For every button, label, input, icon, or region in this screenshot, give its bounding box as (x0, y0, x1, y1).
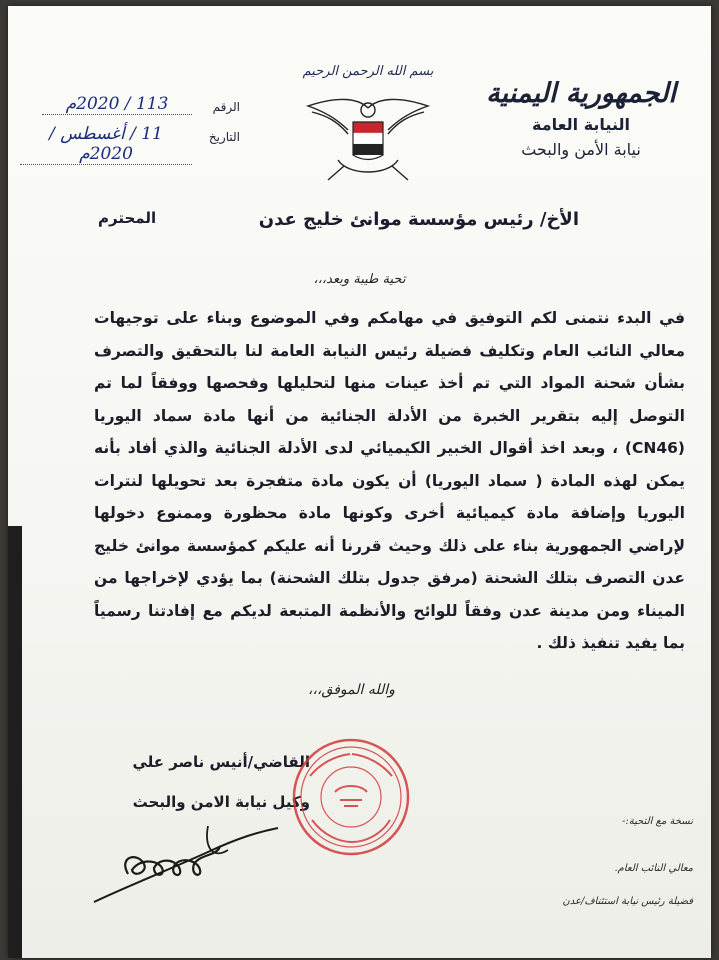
country-name: الجمهورية اليمنية (486, 78, 676, 109)
eagle-emblem-icon (298, 90, 438, 184)
addressee: الأخ/ رئيس مؤسسة موانئ خليج عدن (258, 209, 579, 230)
cc-item: معالي النائب العام. (614, 863, 693, 874)
honorific: المحترم (98, 209, 157, 227)
cc-item: فضيلة رئيس نيابة استئناف/عدن (562, 896, 693, 907)
letter-body (94, 302, 685, 660)
date-label: التاريخ (208, 130, 240, 144)
letter-page (8, 6, 711, 958)
reference-block (20, 94, 240, 164)
background-edge (8, 526, 22, 958)
signer-name: القاضي/أنيس ناصر علي (132, 753, 310, 771)
bismillah: بسم الله الرحمن الرحيم (302, 64, 434, 79)
department-name: نيابة الأمن والبحث (521, 140, 641, 159)
body-paragraph: في البدء نتمنى لكم التوفيق في مهامكم وفي الموضوع وبناء على توجيهات معالي النائب العام وتكليف فضيلة رئيس النيابة العامة لنا بالتحقيق والتصرف بشأن شحنة المواد التي تم أخذ عينات منها لتحليلها وفحصها ووفقاً لما تم التوصل إليه بتقرير الخبرة من الأدلة الجنائية من أنها مادة سماد اليوريا (CN46) ، وبعد اخذ أقوال الخبير الكيميائي لدى الأدلة الجنائية والذي أفاد بأنه يمكن لهذه المادة ( سماد اليوريا) أن يكون مادة متفجرة بعد تحويلها لنترات اليوريا وإضافة مادة كيميائية أخرى وكونها مادة محظورة وممنوع دخولها لإراضي الجمهورية بناء على ذلك وحيث قررنا أنه عليكم كمؤسسة موانئ خليج عدن التصرف بتلك الشحنة (مرفق جدول بتلك الشحنة) بما يؤدي لإخراجها من الميناء ومن مدينة عدن وفقاً للوائح والأنظمة المتبعة لديكم مع إفادتنا رسمياً بما يفيد تنفيذ ذلك . (94, 309, 685, 652)
reference-number-label: الرقم (212, 100, 240, 114)
office-name: النيابة العامة (532, 115, 630, 134)
reference-number-value: 113 / 2020م (42, 94, 192, 115)
signature-icon (88, 816, 298, 906)
date-value: 11 / أغسطس / 2020م (20, 124, 192, 165)
greeting: تحية طيبة وبعد،،، (313, 272, 406, 287)
cc-block (553, 816, 693, 907)
signer-title: وكيل نيابة الامن والبحث (132, 793, 310, 811)
cc-title: نسخة مع التحية:- (622, 816, 693, 827)
official-stamp-icon (290, 736, 412, 858)
letterhead (471, 78, 691, 159)
closing: والله الموفق،،، (308, 682, 395, 698)
signer-block (100, 742, 310, 822)
